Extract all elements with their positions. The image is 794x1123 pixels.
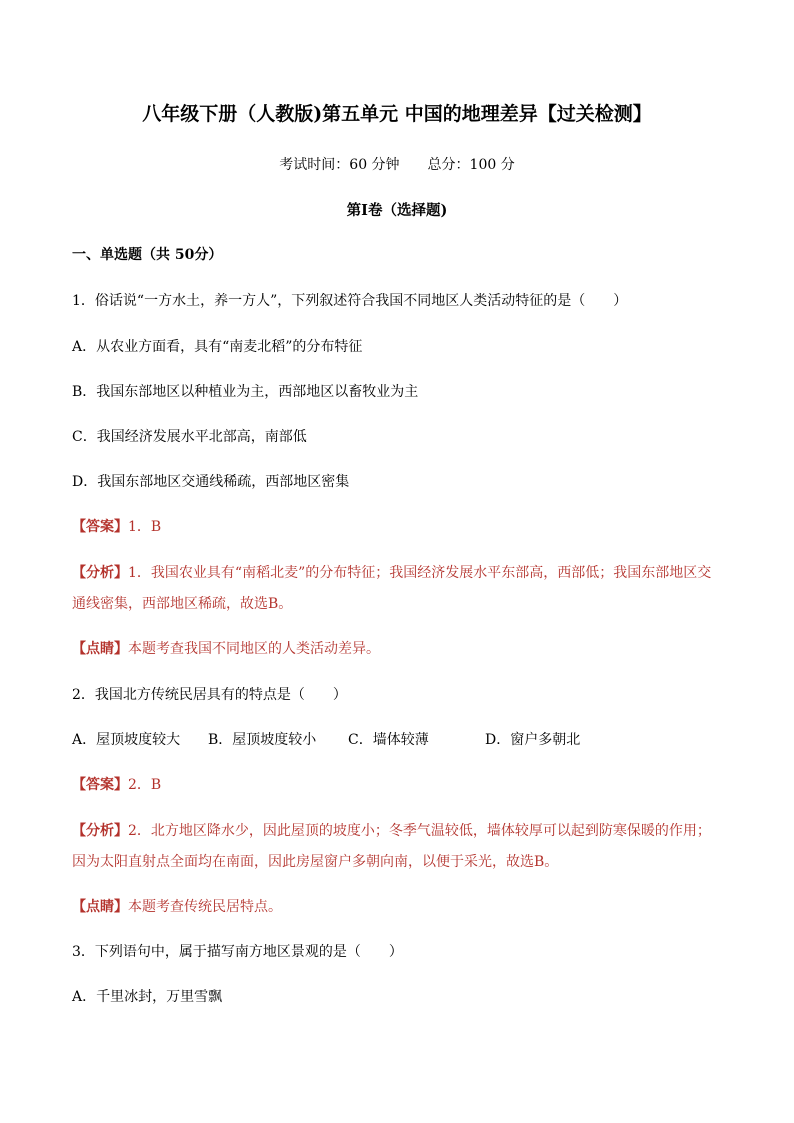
analysis-text: 2．北方地区降水少，因此屋顶的坡度小；冬季气温较低，墙体较厚可以起到防寒保暖的作用； [128,823,711,839]
question-2-answer [72,778,161,792]
question-1-option-a: A．从农业方面看，具有“南麦北稻”的分布特征 [72,339,363,355]
question-1-option-c: C．我国经济发展水平北部高，南部低 [72,429,307,445]
question-2-comment [72,900,282,914]
question-1-answer [72,520,161,534]
question-2-analysis-cont: 因为太阳直射点全面均在南面，因此房屋窗户多朝向南，以便于采光，故选B。 [72,854,559,870]
question-2-stem: 2．我国北方传统民居具有的特点是（ ） [72,687,347,703]
total-score: 总分：100 分 [427,157,515,173]
comment-tag: 【点睛】 [72,899,128,915]
question-3-option-a: A．千里冰封，万里雪飘 [72,989,223,1005]
answer-value: 1．B [128,519,162,535]
question-1-option-d: D．我国东部地区交通线稀疏，西部地区密集 [72,474,350,490]
answer-value: 2．B [128,777,162,793]
comment-text: 本题考查我国不同地区的人类活动差异。 [128,641,380,657]
question-2-option-d: D．窗户多朝北 [485,732,581,748]
question-3-stem: 3．下列语句中，属于描写南方地区景观的是（ ） [72,944,403,960]
analysis-tag: 【分析】 [72,565,128,581]
question-1-stem: 1．俗话说“一方水土，养一方人”，下列叙述符合我国不同地区人类活动特征的是（ ） [72,293,628,309]
analysis-text: 1．我国农业具有“南稻北麦”的分布特征；我国经济发展水平东部高，西部低；我国东部地区交 [128,565,712,581]
exam-info [0,158,794,172]
document-title: 八年级下册（人教版)第五单元 中国的地理差异【过关检测】 [142,103,652,125]
question-2-options [72,733,580,747]
question-1-option-b: B．我国东部地区以种植业为主，西部地区以畜牧业为主 [72,384,419,400]
question-1-analysis-cont: 通线密集，西部地区稀疏，故选B。 [72,596,293,612]
analysis-tag: 【分析】 [72,823,128,839]
question-1-comment [72,642,380,656]
question-2-analysis [72,824,711,838]
comment-tag: 【点睛】 [72,641,128,657]
question-2-option-c: C．墙体较薄 [348,732,429,748]
question-2-option-b: B．屋顶坡度较小 [208,732,317,748]
volume-heading: 第I卷（选择题) [346,202,448,219]
comment-text: 本题考查传统民居特点。 [128,899,282,915]
section-heading: 一、单选题（共 50分） [72,247,223,263]
answer-tag: 【答案】 [72,519,128,535]
question-2-option-a: A．屋顶坡度较大 [72,732,181,748]
exam-time: 考试时间：60 分钟 [279,157,400,173]
question-1-analysis [72,566,711,580]
answer-tag: 【答案】 [72,777,128,793]
